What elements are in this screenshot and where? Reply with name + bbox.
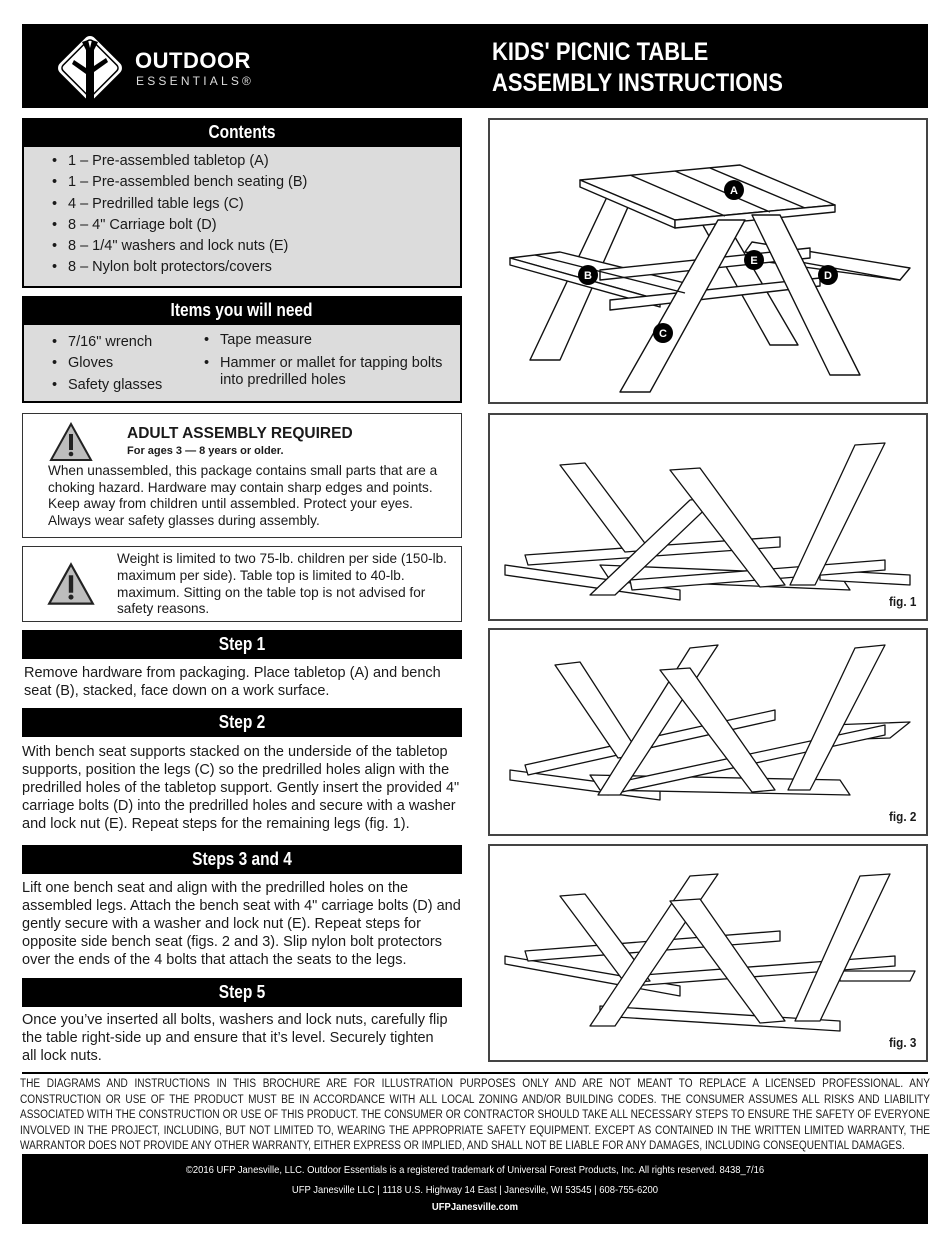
step-1-header: Step 1 [22,630,462,659]
steps-3-4-text: Lift one bench seat and align with the predrilled holes on the assembled legs. Attach the bench seat with 4" carriage bolts (D) and gently secure with a washer and lock nut (E). Repeat steps for opposite side bench seat (figs. 2 and 3). Slip nylon bolt protectors over the ends of the 4 bolts that attach the seats to the legs. [22,880,461,968]
svg-text:B: B [584,270,592,282]
warning-body: When unassembled, this package contains small parts that are a choking hazard. Hardware may contain sharp edges and points. Keep away from children until assembled. Protect your eyes. Always wear safety glasses during assembly. [48,463,438,528]
fig-2-illustration [490,630,926,834]
title-line-1: KIDS' PICNIC TABLE [492,38,709,66]
document-title [492,37,783,99]
warning-triangle-icon [49,422,93,462]
assembled-table-diagram [488,118,928,404]
svg-text:D: D [824,270,832,282]
step-2-text: With bench seat supports stacked on the underside of the tabletop supports, position the legs (C) so the predrilled holes align with the predrilled holes of the tabletop support. Gently insert the provided 4" carriage bolts (D) into the predrilled holes and secure with a washer and lock nut (E). Repeat steps for the remaining legs (fig. 1). [22,744,460,832]
fig-3-illustration [490,846,926,1060]
fig-1-illustration [490,415,926,619]
brand-subtitle: ESSENTIALS® [136,74,255,88]
items-needed-box [22,296,462,403]
fig-2-diagram [488,628,928,836]
list-item: • 1 – Pre-assembled tabletop (A) [52,151,460,172]
contents-header: Contents [22,118,462,147]
step-5-header: Step 5 [22,978,462,1007]
fig-1-diagram [488,413,928,621]
warning-subheading: For ages 3 — 8 years or older. [127,445,284,457]
page-header [22,24,928,108]
step-2-header: Step 2 [22,708,462,737]
weight-limit-warning [22,546,462,622]
items-needed-header: Items you will need [22,296,462,325]
list-item: • 8 – 1/4" washers and lock nuts (E) [52,236,460,257]
list-item: • Safety glasses [52,375,162,396]
picnic-table-illustration [490,120,926,402]
list-item: • 4 – Predrilled table legs (C) [52,194,460,215]
adult-assembly-warning [22,413,462,538]
list-item: • Gloves [52,353,162,374]
svg-text:E: E [750,255,758,267]
list-item: • Tape measure [204,332,444,349]
contents-box [22,118,462,288]
items-col-2 [204,332,444,389]
fig-3-label: fig. 3 [888,1035,916,1050]
disclaimer-divider [22,1072,928,1074]
fig-1-label: fig. 1 [888,594,916,609]
step-5-text: Once you’ve inserted all bolts, washers and lock nuts, carefully flip the table right-side up and ensure that it’s level. Securely tighten all lock nuts. [22,1012,448,1064]
svg-text:A: A [730,185,738,197]
website-link[interactable]: UFPJanesville.com [431,1201,519,1213]
steps-3-4-header: Steps 3 and 4 [22,845,462,874]
step-1-text: Remove hardware from packaging. Place tabletop (A) and bench seat (B), stacked, face down on a work surface. [24,665,441,699]
list-item: • 1 – Pre-assembled bench seating (B) [52,172,460,193]
legal-disclaimer: THE DIAGRAMS AND INSTRUCTIONS IN THIS BROCHURE ARE FOR ILLUSTRATION PURPOSES ONLY AND ARE NOT MEANT TO REPLACE A LICENSED PROFESSIONAL. ANY CONSTRUCTION OR USE OF THE PRODUCT MUST BE IN ACCORDANCE WITH ALL LOCAL ZONING AND/OR BUILDING CODES. THE CONSUMER ASSUMES ALL RISKS AND LIABILITY ASSOCIATED WITH THE CONSTRUCTION OR USE OF THIS PRODUCT. THE CONSUMER OR CONTRACTOR SHOULD TAKE ALL NECESSARY STEPS TO ENSURE THE SAFETY OF EVERYONE INVOLVED IN THE PROJECT, INCLUDING, BUT NOT LIMITED TO, WEARING THE APPROPRIATE SAFETY EQUIPMENT. EXCEPT AS CONTAINED IN THE WRITTEN LIMITED WARRANTY, THE WARRANTOR DOES NOT PROVIDE ANY OTHER WARRANTY, EITHER EXPRESS OR IMPLIED, AND SHALL NOT BE LIABLE FOR ANY DAMAGES, INCLUDING CONSEQUENTIAL DAMAGES. [20,1078,930,1152]
weight-warning-body: Weight is limited to two 75-lb. children per side (150-lb. maximum per side). Table top is limited to 40-lb. maximum. Sitting on the table top is not advised for safety reasons. [117,551,447,617]
list-item: • 7/16" wrench [52,332,162,353]
tree-diamond-logo-icon [52,30,128,106]
list-item: • Hammer or mallet for tapping bolts into predrilled holes [204,355,444,389]
items-col-1 [52,332,162,396]
list-item: • 8 – 4" Carriage bolt (D) [52,215,460,236]
fig-3-diagram [488,844,928,1062]
contents-list [24,147,460,279]
list-item: • 8 – Nylon bolt protectors/covers [52,257,460,278]
warning-triangle-icon [47,561,95,607]
address-line: UFP Janesville LLC | 1118 U.S. Highway 14 East | Janesville, WI 53545 | 608-755-6200 [291,1184,659,1196]
copyright-line: ©2016 UFP Janesville, LLC. Outdoor Essentials is a registered trademark of Universal Forest Products, Inc. All rights reserved. 8438_7/16 [185,1164,765,1176]
title-line-2: ASSEMBLY INSTRUCTIONS [492,69,783,97]
page-footer [22,1154,928,1224]
warning-heading: ADULT ASSEMBLY REQUIRED [127,425,353,442]
fig-2-label: fig. 2 [888,809,916,824]
svg-text:C: C [659,328,667,340]
brand-name: OUTDOOR [135,48,251,73]
